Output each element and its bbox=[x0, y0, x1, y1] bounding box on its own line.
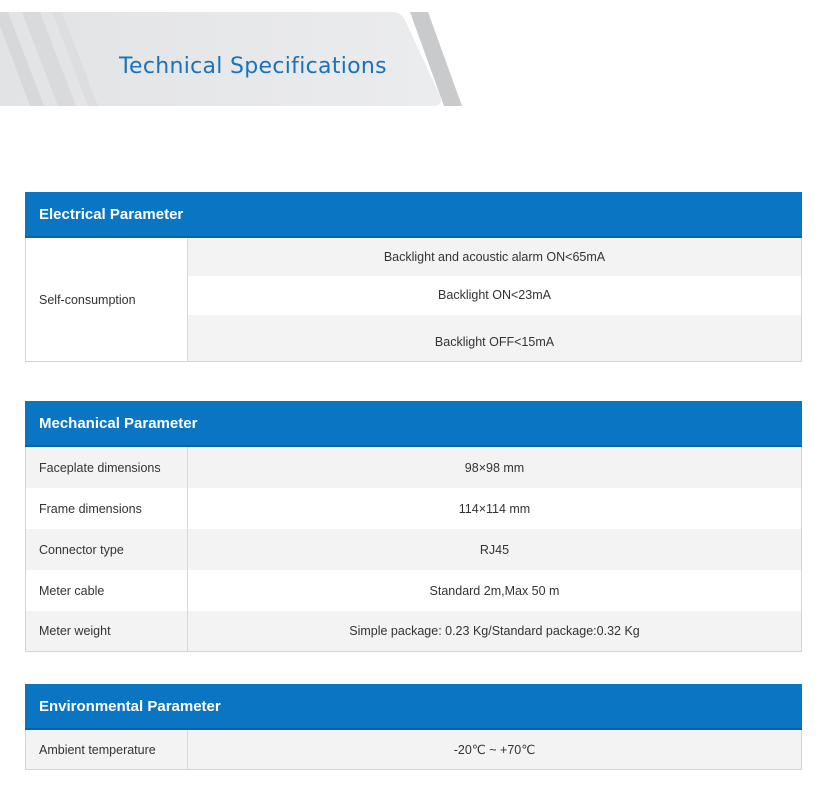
table-row bbox=[26, 611, 801, 651]
value-group bbox=[188, 238, 801, 361]
row-label: Meter cable bbox=[26, 570, 188, 611]
table-row bbox=[26, 730, 801, 769]
section-header: Mechanical Parameter bbox=[25, 401, 802, 447]
row-value: Simple package: 0.23 Kg/Standard package:0.32 Kg bbox=[349, 624, 640, 638]
row-label: Self-consumption bbox=[26, 238, 188, 361]
electrical-parameter-table bbox=[25, 192, 802, 362]
table-row bbox=[26, 570, 801, 611]
row-value: Backlight and acoustic alarm ON<65mA bbox=[188, 238, 801, 276]
table-row bbox=[26, 529, 801, 570]
table-row bbox=[26, 447, 801, 488]
section-header: Electrical Parameter bbox=[25, 192, 802, 238]
table-row bbox=[26, 238, 801, 361]
section-body bbox=[25, 447, 802, 652]
mechanical-parameter-table bbox=[25, 401, 802, 652]
row-label: Faceplate dimensions bbox=[26, 447, 188, 488]
row-value: Backlight OFF<15mA bbox=[188, 315, 801, 361]
row-value: -20℃ ~ +70℃ bbox=[453, 743, 536, 757]
row-label: Ambient temperature bbox=[26, 730, 188, 769]
section-body bbox=[25, 730, 802, 770]
row-label: Frame dimensions bbox=[26, 488, 188, 529]
environmental-parameter-table bbox=[25, 684, 802, 770]
row-value: 114×114 mm bbox=[458, 501, 531, 516]
row-value: Backlight ON<23mA bbox=[188, 276, 801, 314]
row-value: Standard 2m,Max 50 m bbox=[429, 583, 560, 598]
row-label: Meter weight bbox=[26, 611, 188, 651]
row-label: Connector type bbox=[26, 529, 188, 570]
table-row bbox=[26, 488, 801, 529]
row-value: 98×98 mm bbox=[464, 460, 525, 475]
section-body bbox=[25, 238, 802, 362]
section-header: Environmental Parameter bbox=[25, 684, 802, 730]
title-banner bbox=[0, 12, 470, 106]
row-value: RJ45 bbox=[479, 542, 510, 557]
page-title: Technical Specifications bbox=[119, 54, 387, 79]
